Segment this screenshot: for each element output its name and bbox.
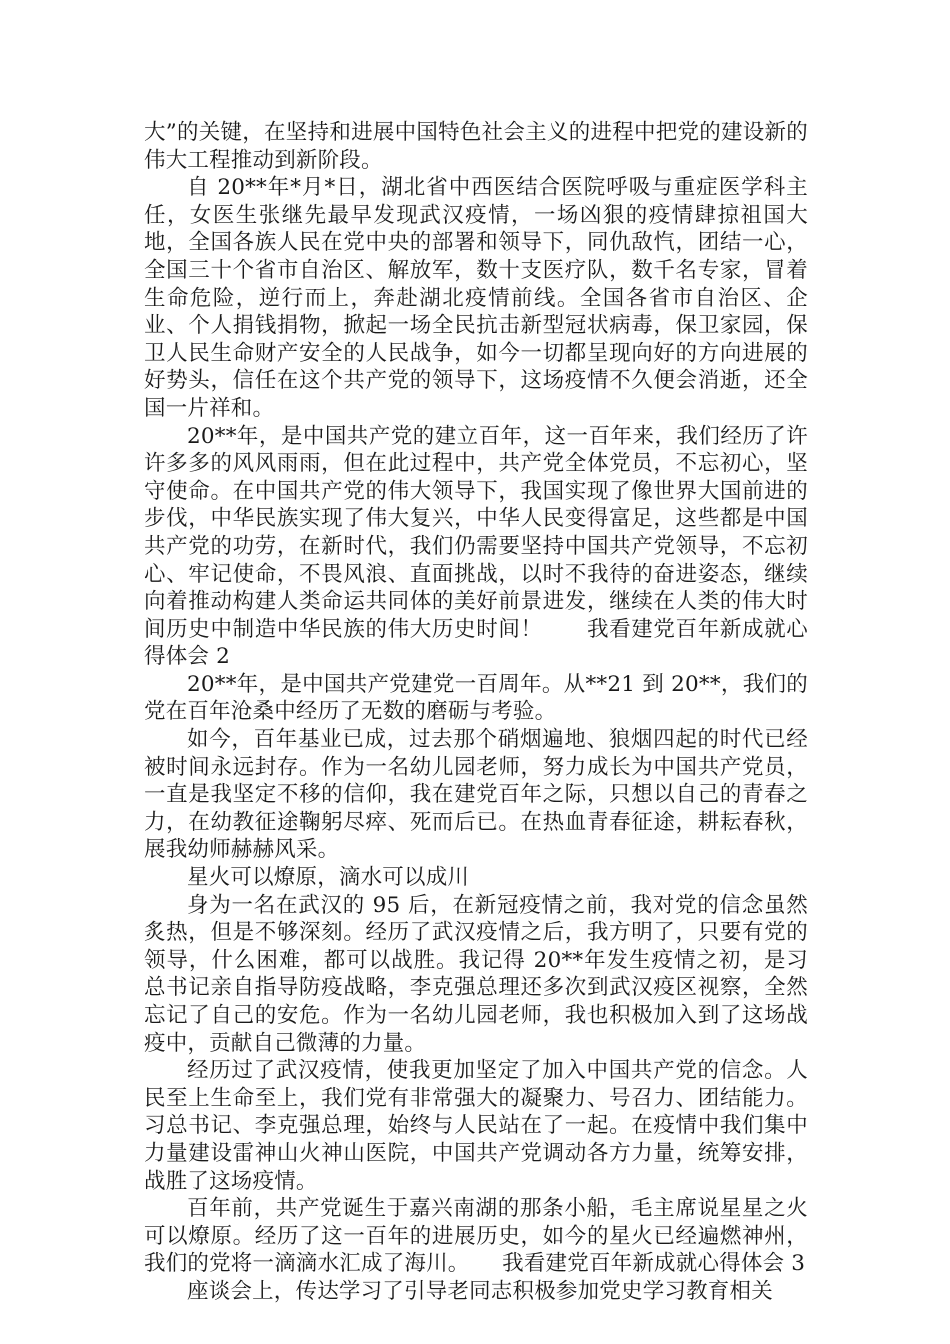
paragraph-heading: 星火可以燎原，滴水可以成川: [187, 865, 470, 891]
paragraph: 自 20**年*月*日，湖北省中西医结合医院呼吸与重症医学科主任，女医生张继先最早发现武汉疫情，一场凶狠的疫情肆掠祖国大地，全国各族人民在党中央的部署和领导下，同仇敌忾，团结一心，全国三十个省市自治区、解放军，数十支医疗队，数千名专家，冒着生命危险，逆行而上，奔赴湖北疫情前线。全国各省市自治区、企业、个人捐钱捐物，掀起一场全民抗击新型冠状病毒，保卫家园，保卫人民生命财产安全的人民战争，如今一切都呈现向好的方向进展的好势头，信任在这个共产党的领导下，这场疫情不久便会消逝，还全国一片祥和。: [144, 175, 808, 421]
paragraph: 20**年，是中国共产党的建立百年，这一百年来，我们经历了许许多多的风风雨雨，但在此过程中，共产党全体党员，不忘初心，坚守使命。在中国共产党的伟大领导下，我国实现了像世界大国前进的步伐，中华民族实现了伟大复兴，中华人民变得富足，这些都是中国共产党的功劳，在新时代，我们仍需要坚持中国共产党领导，不忘初心、牢记使命，不畏风浪、直面挑战，以时不我待的奋进姿态，继续向着推动构建人类命运共同体的美好前景进发，继续在人类的伟大时间历史中制造中华民族的伟大历史时间！ 我看建党百年新成就心得体会 2: [144, 423, 808, 670]
paragraph: 座谈会上，传达学习了引导老同志积极参加党史学习教育相关: [187, 1278, 773, 1304]
paragraph: 20**年，是中国共产党建党一百周年。从**21 到 20**，我们的党在百年沧桑中经历了无数的磨砺与考验。: [144, 671, 808, 725]
paragraph: 百年前，共产党诞生于嘉兴南湖的那条小船，毛主席说星星之火可以燎原。经历了这一百年的进展历史，如今的星火已经遍燃神州，我们的党将一滴滴水汇成了海川。 我看建党百年新成就心得体会 3: [144, 1196, 808, 1277]
paragraph: 身为一名在武汉的 95 后，在新冠疫情之前，我对党的信念虽然炙热，但是不够深刻。经历了武汉疫情之后，我方明了，只要有党的领导，什么困难，都可以战胜。我记得 20**年发生疫情之初，是习总书记亲自指导防疫战略，李克强总理还多次到武汉疫区视察，全然忘记了自己的安危。作为一名幼儿园老师，我也积极加入到了这场战疫中，贡献自己微薄的力量。: [144, 892, 808, 1056]
paragraph: 经历过了武汉疫情，使我更加坚定了加入中国共产党的信念。人民至上生命至上，我们党有非常强大的凝聚力、号召力、团结能力。习总书记、李克强总理，始终与人民站在了一起。在疫情中我们集中力量建设雷神山火神山医院，中国共产党调动各方力量，统筹安排，战胜了这场疫情。: [144, 1058, 808, 1194]
paragraph: 如今，百年基业已成，过去那个硝烟遍地、狼烟四起的时代已经被时间永远封存。作为一名幼儿园老师，努力成长为中国共产党员，一直是我坚定不移的信仰，我在建党百年之际，只想以自己的青春之力，在幼教征途鞠躬尽瘁、死而后已。在热血青春征途，耕耘春秋，展我幼师赫赫风采。: [144, 727, 808, 863]
document-page: [144, 119, 808, 1306]
paragraph: 大”的关键，在坚持和进展中国特色社会主义的进程中把党的建设新的伟大工程推动到新阶段。: [144, 120, 808, 173]
